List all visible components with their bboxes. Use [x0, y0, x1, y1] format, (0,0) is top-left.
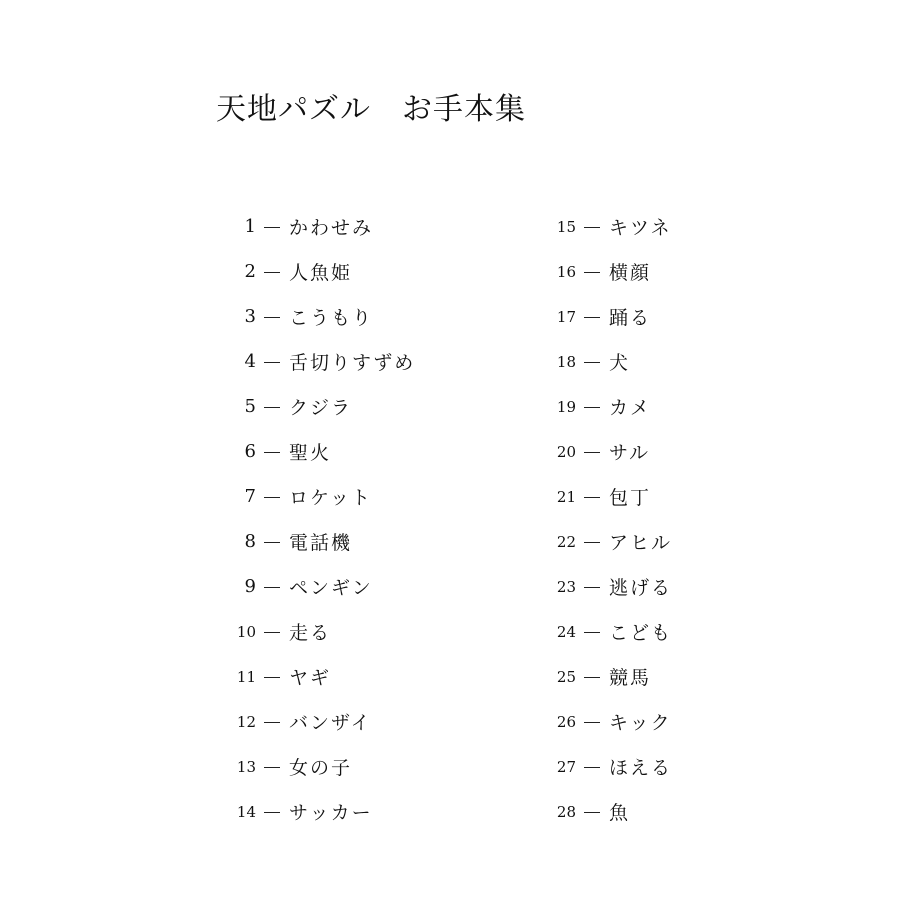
entry-number: 15	[556, 217, 576, 236]
entry-name: ペンギン	[289, 577, 373, 599]
entry-name: 女の子	[289, 757, 353, 779]
list-item	[552, 609, 672, 654]
entry-name: 横顔	[609, 262, 652, 284]
entry-name: こども	[609, 622, 673, 644]
list-item	[232, 429, 415, 474]
list-item	[232, 519, 415, 564]
dash-separator	[264, 632, 280, 633]
entry-number: 18	[556, 352, 576, 371]
list-item	[552, 204, 672, 249]
dash-separator	[264, 497, 280, 498]
entry-number: 25	[556, 667, 576, 686]
list-item	[232, 699, 415, 744]
dash-separator	[264, 452, 280, 453]
entry-number: 5	[244, 396, 256, 417]
entry-number: 13	[236, 757, 256, 776]
entry-name: アヒル	[609, 532, 673, 554]
entry-name: 電話機	[289, 532, 353, 554]
list-item	[552, 294, 672, 339]
entry-number: 27	[556, 757, 576, 776]
entry-name: カメ	[609, 397, 652, 419]
dash-separator	[584, 587, 600, 588]
entry-number: 26	[556, 712, 576, 731]
dash-separator	[584, 272, 600, 273]
list-item	[232, 609, 415, 654]
dash-separator	[584, 722, 600, 723]
entry-list-left	[232, 204, 415, 834]
dash-separator	[264, 317, 280, 318]
entry-number: 4	[244, 351, 256, 372]
entry-name: ロケット	[289, 487, 373, 509]
entry-name: バンザイ	[289, 712, 372, 734]
entry-name: 舌切りすずめ	[289, 352, 416, 374]
entry-number: 7	[244, 486, 256, 507]
dash-separator	[264, 812, 280, 813]
dash-separator	[584, 407, 600, 408]
list-item	[552, 384, 672, 429]
entry-number: 2	[244, 261, 256, 282]
list-item	[552, 564, 672, 609]
list-item	[232, 339, 415, 384]
dash-separator	[264, 362, 280, 363]
entry-number: 19	[556, 397, 576, 416]
list-item	[552, 339, 672, 384]
list-item	[552, 429, 672, 474]
entry-number: 8	[244, 531, 256, 552]
page-title: 天地パズル お手本集	[216, 92, 526, 127]
dash-separator	[584, 362, 600, 363]
entry-number: 6	[244, 441, 256, 462]
dash-separator	[264, 272, 280, 273]
entry-number: 21	[556, 487, 576, 506]
entry-number: 12	[236, 712, 256, 731]
entry-name: かわせみ	[289, 217, 374, 239]
list-item	[552, 474, 672, 519]
entry-number: 16	[556, 262, 576, 281]
entry-name: 逃げる	[609, 577, 673, 599]
dash-separator	[264, 587, 280, 588]
entry-number: 28	[556, 802, 576, 821]
dash-separator	[584, 317, 600, 318]
entry-number: 23	[556, 577, 576, 596]
dash-separator	[584, 497, 600, 498]
dash-separator	[584, 767, 600, 768]
entry-list-right	[552, 204, 672, 834]
entry-number: 17	[556, 307, 576, 326]
entry-number: 1	[244, 216, 256, 237]
entry-number: 20	[556, 442, 576, 461]
list-item	[232, 654, 415, 699]
entry-number: 11	[236, 667, 256, 686]
entry-name: サル	[609, 442, 651, 464]
list-item	[232, 294, 415, 339]
list-item	[552, 249, 672, 294]
list-item	[232, 474, 415, 519]
entry-name: 聖火	[289, 442, 332, 464]
entry-number: 3	[244, 306, 256, 327]
entry-name: ヤギ	[289, 667, 332, 689]
entry-name: サッカー	[289, 802, 373, 824]
dash-separator	[584, 632, 600, 633]
dash-separator	[264, 227, 280, 228]
dash-separator	[584, 542, 600, 543]
entry-name: 走る	[289, 622, 332, 644]
entry-name: 犬	[609, 352, 631, 374]
dash-separator	[264, 767, 280, 768]
entry-name: 競馬	[609, 667, 652, 689]
list-item	[232, 249, 415, 294]
entry-name: こうもり	[289, 307, 374, 329]
list-item	[552, 654, 672, 699]
list-item	[552, 519, 672, 564]
entry-name: 包丁	[609, 487, 652, 509]
list-item	[552, 744, 672, 789]
list-item	[232, 564, 415, 609]
list-item	[232, 384, 415, 429]
list-item	[232, 204, 415, 249]
entry-number: 10	[236, 622, 256, 641]
list-item	[232, 744, 415, 789]
entry-name: ほえる	[609, 757, 673, 779]
entry-name: キック	[609, 712, 672, 734]
dash-separator	[584, 812, 600, 813]
entry-name: 魚	[609, 802, 631, 824]
dash-separator	[584, 452, 600, 453]
dash-separator	[264, 677, 280, 678]
entry-name: 踊る	[609, 307, 652, 329]
list-item	[552, 789, 672, 834]
dash-separator	[264, 407, 280, 408]
dash-separator	[264, 542, 280, 543]
entry-name: キツネ	[609, 217, 672, 239]
dash-separator	[584, 677, 600, 678]
entry-number: 24	[556, 622, 576, 641]
list-item	[552, 699, 672, 744]
entry-number: 14	[236, 802, 256, 821]
entry-number: 9	[244, 576, 256, 597]
dash-separator	[584, 227, 600, 228]
dash-separator	[264, 722, 280, 723]
entry-name: 人魚姫	[289, 262, 353, 284]
list-item	[232, 789, 415, 834]
entry-name: クジラ	[289, 397, 353, 419]
entry-number: 22	[556, 532, 576, 551]
